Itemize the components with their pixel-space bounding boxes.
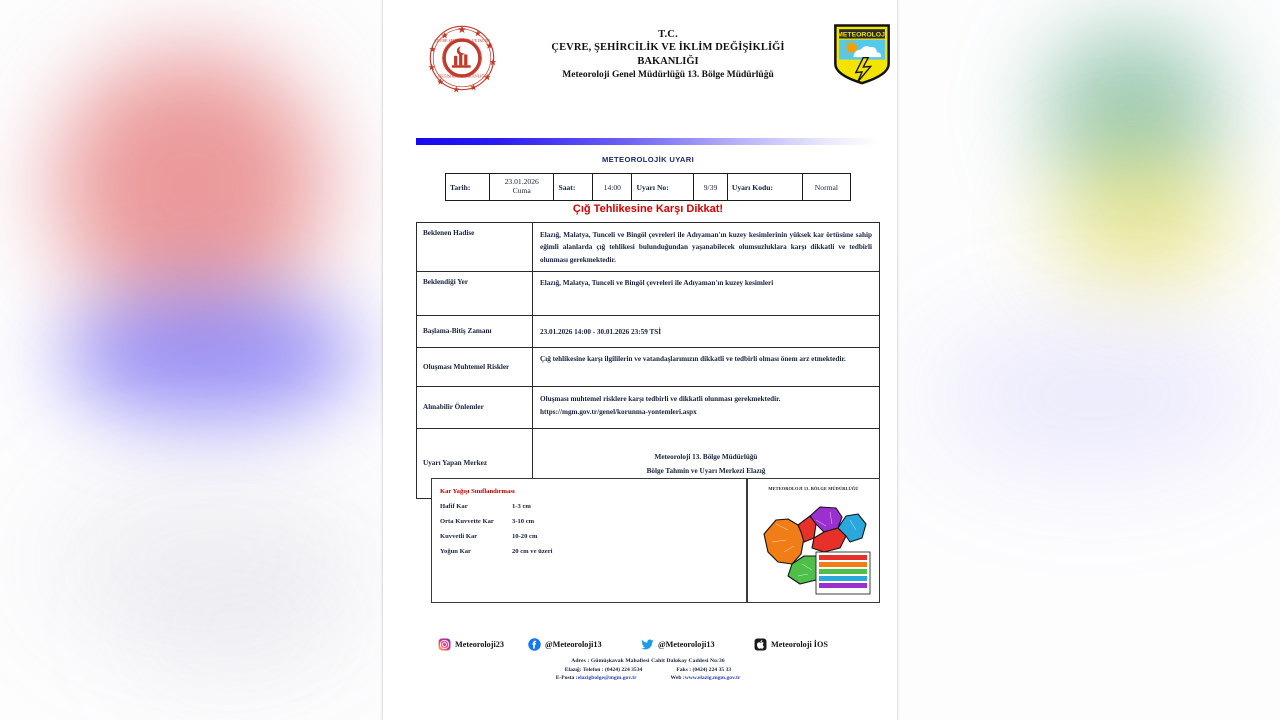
social-label: @Meteoroloji13 — [658, 640, 715, 649]
apple-ios-icon — [754, 638, 767, 651]
center-line-2: Bölge Tahmin ve Uyarı Merkezi Elazığ — [646, 467, 766, 476]
warning-code-value: Normal — [802, 174, 850, 201]
legend-label: Yoğun Kar — [440, 548, 471, 555]
row-label: Beklendiği Yer — [417, 272, 533, 316]
time-value: 14:00 — [593, 174, 632, 201]
warning-no-value: 9/39 — [694, 174, 728, 201]
day-text: Cuma — [512, 186, 531, 195]
twitter-icon — [641, 638, 654, 651]
legend-label: Hafif Kar — [440, 503, 468, 510]
table-row — [417, 223, 880, 272]
contact-fax: Faks : (0424) 224 35 33 — [676, 666, 732, 673]
row-value: Elazığ, Malatya, Tunceli ve Bingöl çevreleri ile Adıyaman'ın kuzey kesimlerinin yüksek kar örtüsüne sahip eğimli alanlarda çığ tehlikesi bulunduğundan yaşanabilecek olumsuzluklara karşı dikkatli ve tedbirli olunması gerekmektedir. — [533, 223, 880, 272]
bottom-panels — [431, 478, 880, 603]
row-label: Başlama-Bitiş Zamanı — [417, 316, 533, 348]
row-label: Oluşması Muhtemel Riskler — [417, 348, 533, 387]
social-link-facebook[interactable] — [528, 638, 602, 651]
ministry-emblem-icon — [426, 22, 498, 94]
map-title: METEOROLOJİ 13. BÖLGE MÜDÜRLÜĞÜ — [768, 486, 859, 491]
row-label: Beklenen Hadise — [417, 223, 533, 272]
legend-label: Kuvvetli Kar — [440, 533, 478, 540]
web-label: Web : — [670, 675, 685, 682]
legend-label: Orta Kuvvette Kar — [440, 518, 494, 525]
date-label: Tarih: — [446, 174, 490, 201]
svg-text:METEOROLOJİ: METEOROLOJİ — [837, 31, 887, 39]
date-text: 23.01.2026 — [504, 177, 539, 187]
region-map-panel — [747, 478, 880, 603]
danger-headline: Çığ Tehlikesine Karşı Dikkat! — [572, 203, 724, 215]
meteoroloji-logo-icon — [831, 23, 893, 85]
social-link-twitter[interactable] — [641, 638, 715, 651]
blue-gradient-bar — [416, 138, 880, 145]
svg-text:ÇEVRE ŞEHİRCİLİK VE İKLİM: ÇEVRE ŞEHİRCİLİK VE İKLİM — [434, 38, 490, 44]
warning-detail-table — [416, 222, 880, 499]
snow-legend-panel — [431, 478, 747, 603]
email-label: E-Posta : — [555, 675, 578, 682]
legend-title: Kar Yağışı Sınıflandırması — [440, 488, 515, 495]
row-value: 23.01.2026 14:00 - 30.01.2026 23:59 TSİ — [533, 316, 880, 348]
table-row — [417, 316, 880, 348]
table-row — [417, 387, 880, 429]
region-map-icon — [754, 494, 875, 597]
center-line-1: Meteoroloji 13. Bölge Müdürlüğü — [654, 452, 758, 461]
social-link-ios[interactable] — [754, 638, 828, 651]
row-label: Alınabilir Önlemler — [417, 387, 533, 429]
svg-text:DEĞİŞİKLİĞİ BAKANLIĞI: DEĞİŞİKLİĞİ BAKANLIĞI — [438, 73, 486, 79]
contact-email[interactable]: elazigbolge@mgm.gov.tr — [577, 675, 637, 682]
social-label: Meteoroloji İOS — [771, 640, 828, 649]
row-value-group — [533, 387, 880, 429]
document-title: METEOROLOJİK UYARI — [601, 155, 695, 164]
row-value: Oluşması muhtemel risklere karşı tedbirli ve dikkatli olunması gerekmektedir. — [540, 395, 781, 404]
document-header — [383, 0, 897, 104]
time-label: Saat: — [554, 174, 593, 201]
contact-phone-row — [416, 666, 880, 675]
table-row — [417, 272, 880, 316]
warning-info-table — [445, 173, 851, 201]
social-links — [416, 636, 880, 656]
warning-code-label: Uyarı Kodu: — [727, 174, 802, 201]
contact-email-row — [416, 674, 880, 683]
header-line-1: T.C. — [658, 29, 678, 40]
social-label: Meteoroloji23 — [455, 640, 504, 649]
table-row — [446, 174, 851, 201]
row-value: Elazığ, Malatya, Tunceli ve Bingöl çevreleri ile Adıyaman'ın kuzey kesimleri — [533, 272, 880, 316]
legend-value: 10-20 cm — [512, 533, 538, 540]
header-line-3: BAKANLIĞI — [637, 55, 699, 67]
table-row — [417, 348, 880, 387]
facebook-icon — [528, 638, 541, 651]
header-line-2: ÇEVRE, ŞEHİRCİLİK VE İKLİM DEĞİŞİKLİĞİ — [551, 42, 785, 54]
header-title-block — [503, 28, 833, 81]
row-label: Uyarı Yapan Merkez — [417, 429, 533, 499]
legend-value: 20 cm ve üzeri — [512, 548, 553, 555]
contact-phone: Elazığ: Telefon : (0424) 224 3534 — [564, 666, 643, 673]
legend-value: 3-10 cm — [512, 518, 535, 525]
date-value — [489, 174, 554, 201]
row-value: Çığ tehlikesine karşı ilgililerin ve vatandaşlarımızın dikkatli ve tedbirli olması önem arz etmektedir. — [533, 348, 880, 387]
contact-address: Adres : Gümüşkavak Mahallesi Cahit Dalokay Caddesi No:36 — [571, 658, 725, 664]
legend-value: 1-3 cm — [512, 503, 531, 510]
document-page — [383, 0, 897, 720]
social-label: @Meteoroloji13 — [545, 640, 602, 649]
contact-web[interactable]: www.elazig.mgm.gov.tr — [684, 675, 741, 682]
contact-block — [416, 657, 880, 683]
social-link-instagram[interactable] — [438, 638, 504, 651]
header-line-4: Meteoroloji Genel Müdürlüğü 13. Bölge Müdürlüğü — [562, 70, 774, 81]
row-value-link[interactable]: https://mgm.gov.tr/genel/korunma-yontemleri.aspx — [540, 407, 697, 416]
instagram-icon — [438, 638, 451, 651]
warning-no-label: Uyarı No: — [632, 174, 694, 201]
